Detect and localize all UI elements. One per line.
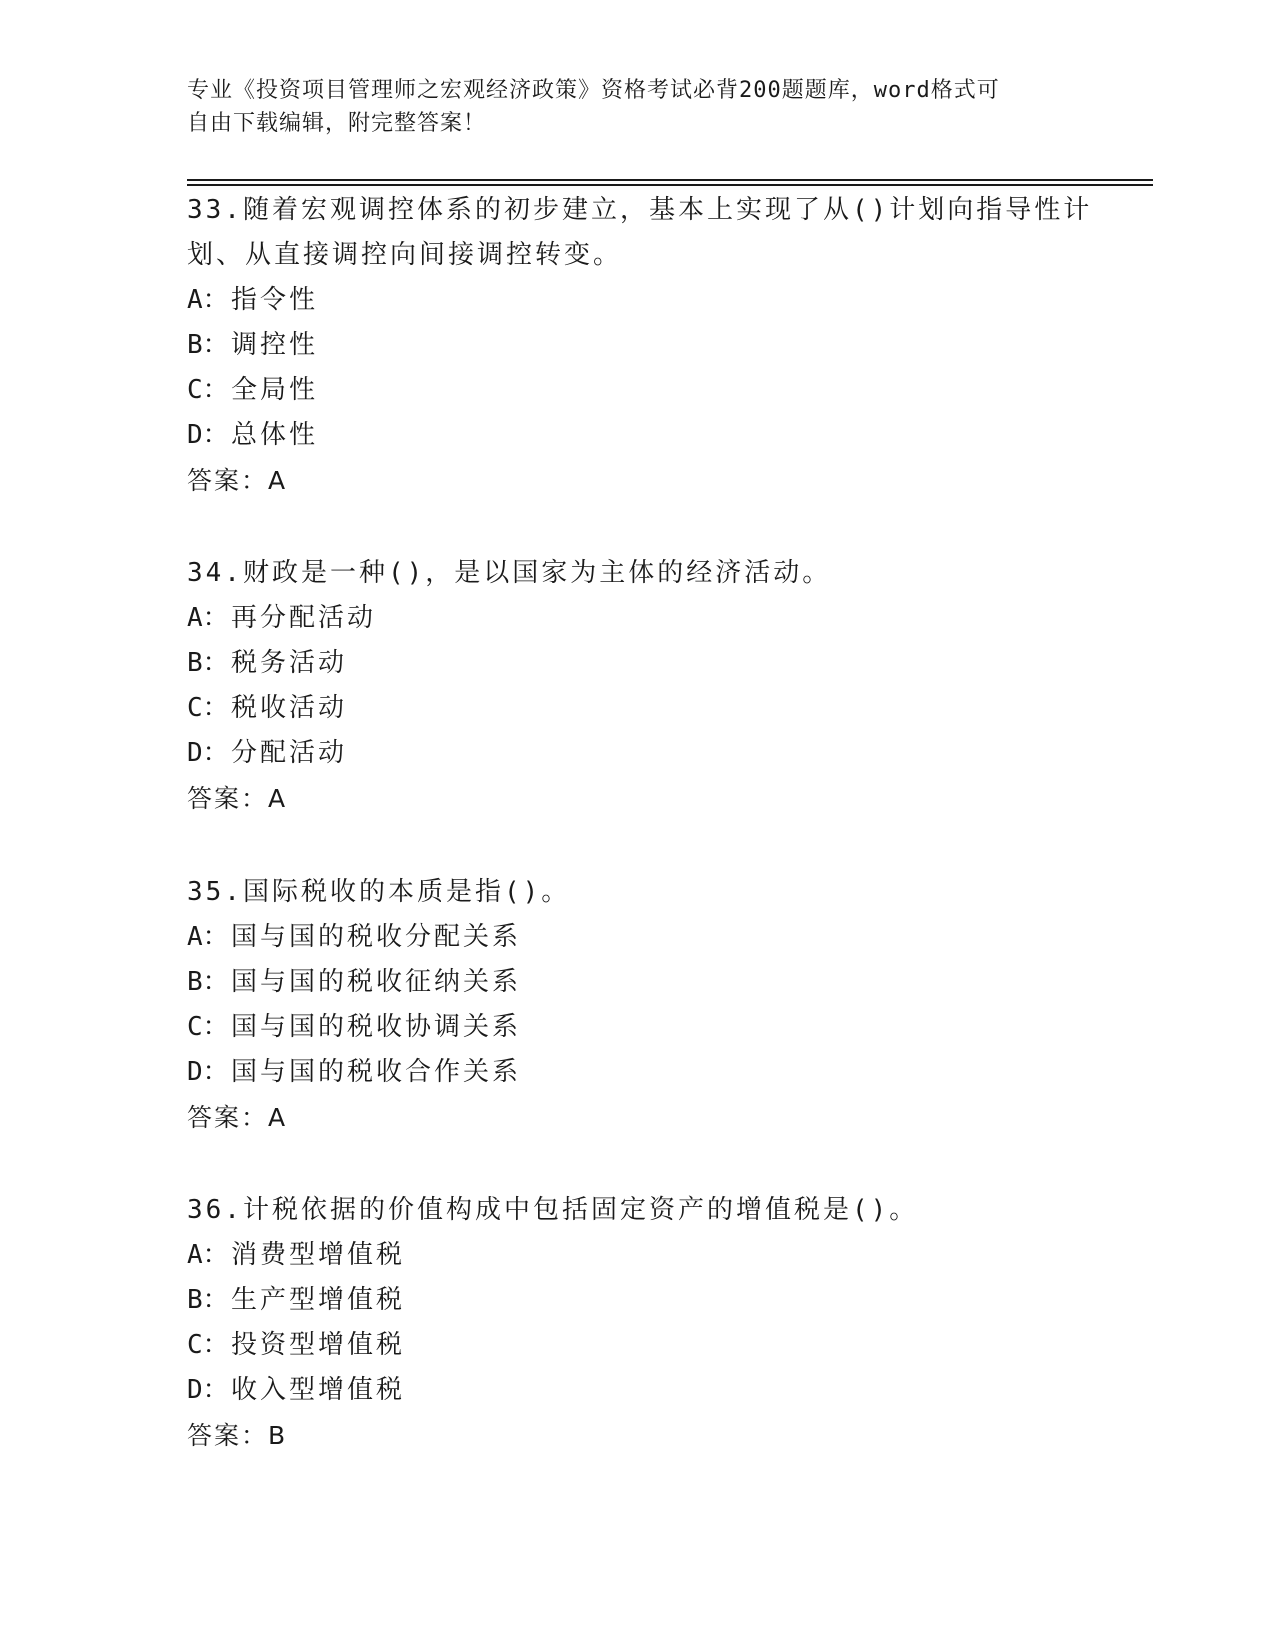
option-key: D：: [187, 738, 229, 768]
option-key: B：: [187, 1285, 229, 1315]
option-text: 收入型增值税: [231, 1375, 406, 1405]
option-text: 再分配活动: [231, 603, 377, 633]
option-d: [187, 413, 1087, 458]
option-text: 国与国的税收征纳关系: [231, 967, 522, 997]
option-text: 国与国的税收分配关系: [231, 922, 522, 952]
option-text: 指令性: [231, 285, 319, 315]
header-divider-bottom: [187, 184, 1153, 186]
header-line-1: 专业《投资项目管理师之宏观经济政策》资格考试必背200题题库，word格式可: [187, 78, 1000, 103]
option-b: [187, 323, 1087, 368]
option-b: [187, 641, 1087, 686]
answer-line: 答案：A: [187, 1103, 288, 1132]
question-text: [187, 1188, 1087, 1233]
option-text: 消费型增值税: [231, 1240, 406, 1270]
option-c: [187, 1323, 1087, 1368]
document-header: [187, 74, 1067, 140]
option-key: D：: [187, 1375, 229, 1405]
option-text: 分配活动: [231, 738, 348, 768]
header-line-2: 自由下载编辑，附完整答案！: [187, 111, 487, 136]
option-key: B：: [187, 648, 229, 678]
option-d: [187, 1368, 1087, 1413]
question-text: [187, 188, 1093, 278]
question-35: [187, 870, 1087, 1141]
option-c: [187, 686, 1087, 731]
answer-line: 答案：A: [187, 784, 288, 813]
option-d: [187, 731, 1087, 776]
option-text: 生产型增值税: [231, 1285, 406, 1315]
option-text: 全局性: [231, 375, 319, 405]
option-key: C：: [187, 1330, 229, 1360]
answer-line: 答案：B: [187, 1421, 288, 1450]
option-key: B：: [187, 967, 229, 997]
option-text: 总体性: [231, 420, 319, 450]
option-text: 国与国的税收协调关系: [231, 1012, 522, 1042]
option-key: A：: [187, 922, 229, 952]
option-key: B：: [187, 330, 229, 360]
option-key: A：: [187, 285, 229, 315]
option-key: A：: [187, 1240, 229, 1270]
option-a: [187, 278, 1087, 323]
option-key: C：: [187, 375, 229, 405]
option-key: C：: [187, 1012, 229, 1042]
question-text-line: 33.随着宏观调控体系的初步建立，基本上实现了从()计划向指导性计: [187, 195, 1093, 225]
option-d: [187, 1050, 1087, 1095]
question-text: [187, 551, 1087, 596]
answer-line: 答案：A: [187, 466, 288, 495]
option-key: C：: [187, 693, 229, 723]
question-33: [187, 188, 1093, 504]
option-c: [187, 1005, 1087, 1050]
option-b: [187, 1278, 1087, 1323]
question-text-line: 34.财政是一种()，是以国家为主体的经济活动。: [187, 558, 832, 588]
option-key: D：: [187, 1057, 229, 1087]
option-text: 税收活动: [231, 693, 348, 723]
option-a: [187, 915, 1087, 960]
option-text: 调控性: [231, 330, 319, 360]
option-c: [187, 368, 1087, 413]
question-text: [187, 870, 1087, 915]
question-36: [187, 1188, 1087, 1459]
question-text-line: 划、从直接调控向间接调控转变。: [187, 240, 623, 270]
option-text: 国与国的税收合作关系: [231, 1057, 522, 1087]
option-key: D：: [187, 420, 229, 450]
option-a: [187, 596, 1087, 641]
option-b: [187, 960, 1087, 1005]
question-text-line: 35.国际税收的本质是指()。: [187, 877, 571, 907]
question-34: [187, 551, 1087, 822]
option-text: 投资型增值税: [231, 1330, 406, 1360]
option-key: A：: [187, 603, 229, 633]
option-a: [187, 1233, 1087, 1278]
header-divider-top: [187, 179, 1153, 181]
question-text-line: 36.计税依据的价值构成中包括固定资产的增值税是()。: [187, 1195, 919, 1225]
option-text: 税务活动: [231, 648, 348, 678]
